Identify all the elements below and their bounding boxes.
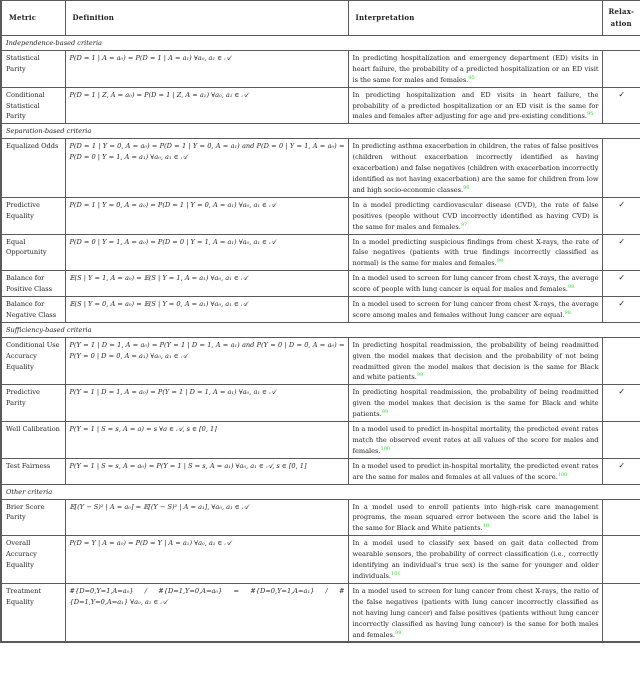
citation-link[interactable]: 99: [381, 409, 389, 416]
interpretation-text: In a model predicting cardiovascular disease (CVD), the rate of false positives (people without CVD incorrectly identified as having CVD) is the same for males and females.: [352, 200, 599, 231]
metric-definition: P(Y = 1 | D = 1, A = a₀) = P(Y = 1 | D = 1, A = a₁) ∀a₀, a₁ ∈ 𝒜: [65, 385, 348, 422]
metric-name: Balance for Negative Class: [1, 297, 65, 323]
table-row: [1, 385, 640, 422]
header-metric: Metric: [1, 1, 65, 36]
metric-name: Conditional Use Accuracy Equality: [1, 337, 65, 385]
relaxation-checkmark-icon: [602, 50, 640, 87]
metric-interpretation: [348, 385, 602, 422]
interpretation-text: In a model used to predict in-hospital mortality, the predicted event rates are the same for males and females at all values of the score.: [352, 461, 599, 481]
interpretation-text: In predicting hospital readmission, the probability of being readmitted given the model makes that decision and the probability of not being readmitted given the model makes that decision is the same for Black and white patients.: [352, 340, 599, 382]
metric-interpretation: [348, 139, 602, 198]
metric-definition: 𝔼[(Y − S)² | A = a₀] = 𝔼[(Y − S)² | A = a₁], ∀a₀, a₁ ∈ 𝒜: [65, 499, 348, 536]
header-relaxation: Relax- ation: [602, 1, 640, 36]
section-row: [1, 484, 640, 499]
table-row: [1, 197, 640, 234]
interpretation-text: In predicting hospitalization and emergency department (ED) visits in heart failure, the probability of a predicted hospitalization or an ED visit is the same for males and females.: [352, 53, 599, 84]
relaxation-checkmark-icon: ✓: [602, 271, 640, 297]
metric-interpretation: [348, 234, 602, 271]
metric-interpretation: [348, 499, 602, 536]
metric-name: Equalized Odds: [1, 139, 65, 198]
table-row: [1, 139, 640, 198]
section-title: Sufficiency-based criteria: [1, 322, 640, 337]
metric-name: Well Calibration: [1, 422, 65, 459]
citation-link[interactable]: 98: [395, 629, 402, 636]
interpretation-text: In a model used to enroll patients into high-risk care management programs, the mean squared error between the score and the label is the same for Black and White patients.: [352, 502, 599, 533]
interpretation-text: In a model used to screen for lung cancer from chest X-rays, the average score of people with lung cancer is equal for males and females.: [352, 274, 599, 294]
interpretation-text: In predicting hospitalization and ED visits in heart failure, the probability of a predicted hospitalization or an ED visit is the same for males and females after adjusting for age and pre-existing conditions.: [352, 90, 599, 121]
citation-link[interactable]: 96: [463, 184, 470, 191]
metric-definition: #{D=0,Y=1,A=a₀} / #{D=1,Y=0,A=a₀} = #{D=0,Y=1,A=a₁} / #{D=1,Y=0,A=a₁} ∀a₀, a₁ ∈ 𝒜: [65, 583, 348, 642]
section-row: [1, 36, 640, 51]
relaxation-checkmark-icon: [602, 583, 640, 642]
metric-definition: P(Y = 1 | D = 1, A = a₀) = P(Y = 1 | D = 1, A = a₁) and P(Y = 0 | D = 0, A = a₀) = P(Y = 0 | D = 0, A = a₁) ∀a₀, a₁ ∈ 𝒜: [65, 337, 348, 385]
relaxation-checkmark-icon: [602, 422, 640, 459]
metric-interpretation: [348, 422, 602, 459]
relaxation-checkmark-icon: [602, 139, 640, 198]
interpretation-text: In a model predicting suspicious findings from chest X-rays, the rate of false negatives (patients with true findings incorrectly classified as normal) is the same for males and females.: [352, 237, 599, 268]
citation-link[interactable]: 101: [391, 570, 401, 577]
table-row: [1, 458, 640, 484]
relaxation-checkmark-icon: ✓: [602, 458, 640, 484]
relaxation-checkmark-icon: [602, 499, 640, 536]
citation-link[interactable]: 95: [586, 111, 594, 118]
metric-interpretation: [348, 197, 602, 234]
metric-definition: 𝔼(S | Y = 0, A = a₀) = 𝔼(S | Y = 0, A = a₁) ∀a₀, a₁ ∈ 𝒜: [65, 297, 348, 323]
relaxation-checkmark-icon: [602, 337, 640, 385]
metric-interpretation: [348, 297, 602, 323]
relaxation-checkmark-icon: ✓: [602, 297, 640, 323]
table-row: [1, 536, 640, 584]
interpretation-text: In a model used to screen for lung cancer from chest X-rays, the ratio of the false negatives (patients with lung cancer incorrectly classified as not having lung cancer) and false positives (patients without lung cancer incorrectly classified as having lung cancer) is the same for both males and females.: [352, 586, 599, 639]
metric-name: Brier Score Parity: [1, 499, 65, 536]
interpretation-text: In a model used to predict in-hospital mortality, the predicted event rates match the observed event rates at all values of the score for males and females.: [352, 425, 599, 455]
metric-name: Statistical Parity: [1, 50, 65, 87]
metric-definition: P(D = 1 | Y = 0, A = a₀) = P(D = 1 | Y = 0, A = a₁) and P(D = 0 | Y = 1, A = a₀) = P(D = 0 | Y = 1, A = a₁) ∀a₀, a₁ ∈ 𝒜: [65, 139, 348, 198]
relaxation-checkmark-icon: ✓: [602, 385, 640, 422]
metric-name: Predictive Equality: [1, 197, 65, 234]
table-row: [1, 50, 640, 87]
metric-interpretation: [348, 583, 602, 642]
header-interpretation: Interpretation: [348, 1, 602, 36]
table-row: [1, 271, 640, 297]
metric-interpretation: [348, 87, 602, 124]
header-row: [1, 1, 640, 36]
table-row: [1, 234, 640, 271]
header-definition: Definition: [65, 1, 348, 36]
table-row: [1, 337, 640, 385]
citation-link[interactable]: 100: [557, 471, 568, 478]
metric-definition: P(D = 1 | A = a₀) = P(D = 1 | A = a₁) ∀a₀, a₁ ∈ 𝒜: [65, 50, 348, 87]
metric-name: Predictive Parity: [1, 385, 65, 422]
metric-name: Treatment Equality: [1, 583, 65, 642]
metric-interpretation: [348, 271, 602, 297]
table-body: [1, 36, 640, 643]
metric-definition: P(Y = 1 | S = s, A = a₀) = P(Y = 1 | S = s, A = a₁) ∀a₀, a₁ ∈ 𝒜, s ∈ [0, 1]: [65, 458, 348, 484]
relaxation-checkmark-icon: ✓: [602, 87, 640, 124]
metric-definition: P(D = Y | A = a₀) = P(D = Y | A = a₁) ∀a₀, a₁ ∈ 𝒜: [65, 536, 348, 584]
metric-definition: P(Y = 1 | S = s, A = a) = s ∀a ∈ 𝒜, s ∈ [0, 1]: [65, 422, 348, 459]
section-title: Other criteria: [1, 484, 640, 499]
citation-link[interactable]: 99: [416, 372, 424, 379]
metric-name: Overall Accuracy Equality: [1, 536, 65, 584]
section-row: [1, 124, 640, 139]
metric-name: Test Fairness: [1, 458, 65, 484]
metric-name: Conditional Statistical Parity: [1, 87, 65, 124]
metric-interpretation: [348, 536, 602, 584]
relaxation-checkmark-icon: ✓: [602, 197, 640, 234]
metric-interpretation: [348, 458, 602, 484]
citation-link[interactable]: 100: [380, 445, 391, 452]
citation-link[interactable]: 97: [460, 221, 468, 228]
metric-definition: P(D = 1 | Z, A = a₀) = P(D = 1 | Z, A = a₁) ∀a₀, a₁ ∈ 𝒜: [65, 87, 348, 124]
metric-definition: P(D = 1 | Y = 0, A = a₀) = P(D = 1 | Y = 0, A = a₁) ∀a₀, a₁ ∈ 𝒜: [65, 197, 348, 234]
relaxation-checkmark-icon: [602, 536, 640, 584]
interpretation-text: In a model used to screen for lung cancer from chest X-rays, the average score among males and females without lung cancer are equal.: [352, 300, 599, 319]
relaxation-checkmark-icon: ✓: [602, 234, 640, 271]
section-title: Separation-based criteria: [1, 124, 640, 139]
metric-interpretation: [348, 50, 602, 87]
interpretation-text: In predicting hospital readmission, the probability of being readmitted given the model makes that decision is the same for Black and white patients.: [352, 388, 599, 419]
table-row: [1, 422, 640, 459]
citation-link[interactable]: 98: [496, 258, 504, 265]
table-row: [1, 583, 640, 642]
citation-link[interactable]: 98: [567, 284, 575, 291]
interpretation-text: In predicting asthma exacerbation in children, the rates of false positives (children without exacerbation incorrectly identified as having exacerbation) and false negatives (children with exacerbation incorrectly identified as not having exacerbation) are the same for children from low and high socio-economic classes.: [352, 142, 599, 194]
metric-interpretation: [348, 337, 602, 385]
section-row: [1, 322, 640, 337]
metric-definition: 𝔼(S | Y = 1, A = a₀) = 𝔼(S | Y = 1, A = a₁) ∀a₀, a₁ ∈ 𝒜: [65, 271, 348, 297]
table-row: [1, 499, 640, 536]
metric-name: Balance for Positive Class: [1, 271, 65, 297]
citation-link[interactable]: 95: [468, 74, 475, 81]
citation-link[interactable]: 18: [482, 523, 490, 530]
table-row: [1, 87, 640, 124]
interpretation-text: In a model used to classify sex based on gait data collected from wearable sensors, the probability of correct classification (i.e., correctly identifying an individual's true sex) is the same for younger and older individuals.: [352, 539, 599, 580]
metric-name: Equal Opportunity: [1, 234, 65, 271]
citation-link[interactable]: 98: [564, 309, 571, 316]
table-row: [1, 297, 640, 323]
metric-definition: P(D = 0 | Y = 1, A = a₀) = P(D = 0 | Y = 1, A = a₁) ∀a₀, a₁ ∈ 𝒜: [65, 234, 348, 271]
section-title: Independence-based criteria: [1, 36, 640, 51]
